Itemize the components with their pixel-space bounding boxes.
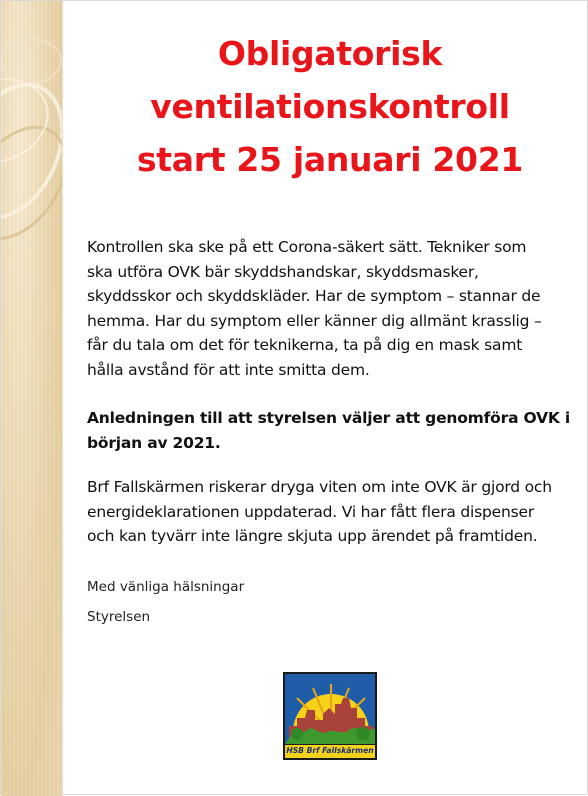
- logo-artwork: [285, 674, 375, 746]
- closing-greeting: Med vänliga hälsningar: [87, 579, 245, 595]
- hsb-fallskarmen-logo: [283, 672, 377, 760]
- text-line: och kan tyvärr inte längre skjuta upp ärendet på framtiden.: [87, 527, 538, 545]
- sidebar-texture: [1, 1, 63, 796]
- logo-label: HSB Brf Fallskärmen: [285, 744, 375, 758]
- text-line: hålla avstånd för att inte smitta dem.: [87, 360, 370, 379]
- text-line: Kontrollen ska ske på ett Corona-säkert sätt. Tekniker som: [87, 238, 527, 256]
- sidebar-edge: [62, 1, 63, 796]
- page-title: [71, 27, 588, 186]
- text-line: ska utföra OVK bär skyddshandskar, skyddsmasker,: [87, 262, 479, 281]
- paragraph-penalty-info: [87, 475, 575, 549]
- closing-signature: Styrelsen: [87, 609, 151, 625]
- paragraph-reason-heading: [87, 406, 575, 455]
- text-line: energideklarationen uppdaterad. Vi har fått flera dispenser: [87, 502, 535, 521]
- text-line: skyddsskor och skyddskläder. Har de symptom – stannar de: [87, 287, 541, 305]
- text-line: får du tala om det för teknikerna, ta på dig en mask samt: [87, 336, 523, 354]
- title-line: Obligatorisk: [217, 34, 443, 73]
- decorative-sidebar: [1, 1, 63, 796]
- text-line: Brf Fallskärmen riskerar dryga viten om inte OVK är gjord och: [87, 478, 552, 496]
- paragraph-corona-safety: [87, 235, 575, 382]
- text-line: början av 2021.: [87, 433, 221, 452]
- text-line: Anledningen till att styrelsen väljer att genomföra OVK i: [87, 409, 570, 427]
- text-line: hemma. Har du symptom eller känner dig allmänt krasslig –: [87, 311, 542, 330]
- title-line: ventilationskontroll: [150, 87, 510, 126]
- title-line: start 25 januari 2021: [136, 140, 524, 179]
